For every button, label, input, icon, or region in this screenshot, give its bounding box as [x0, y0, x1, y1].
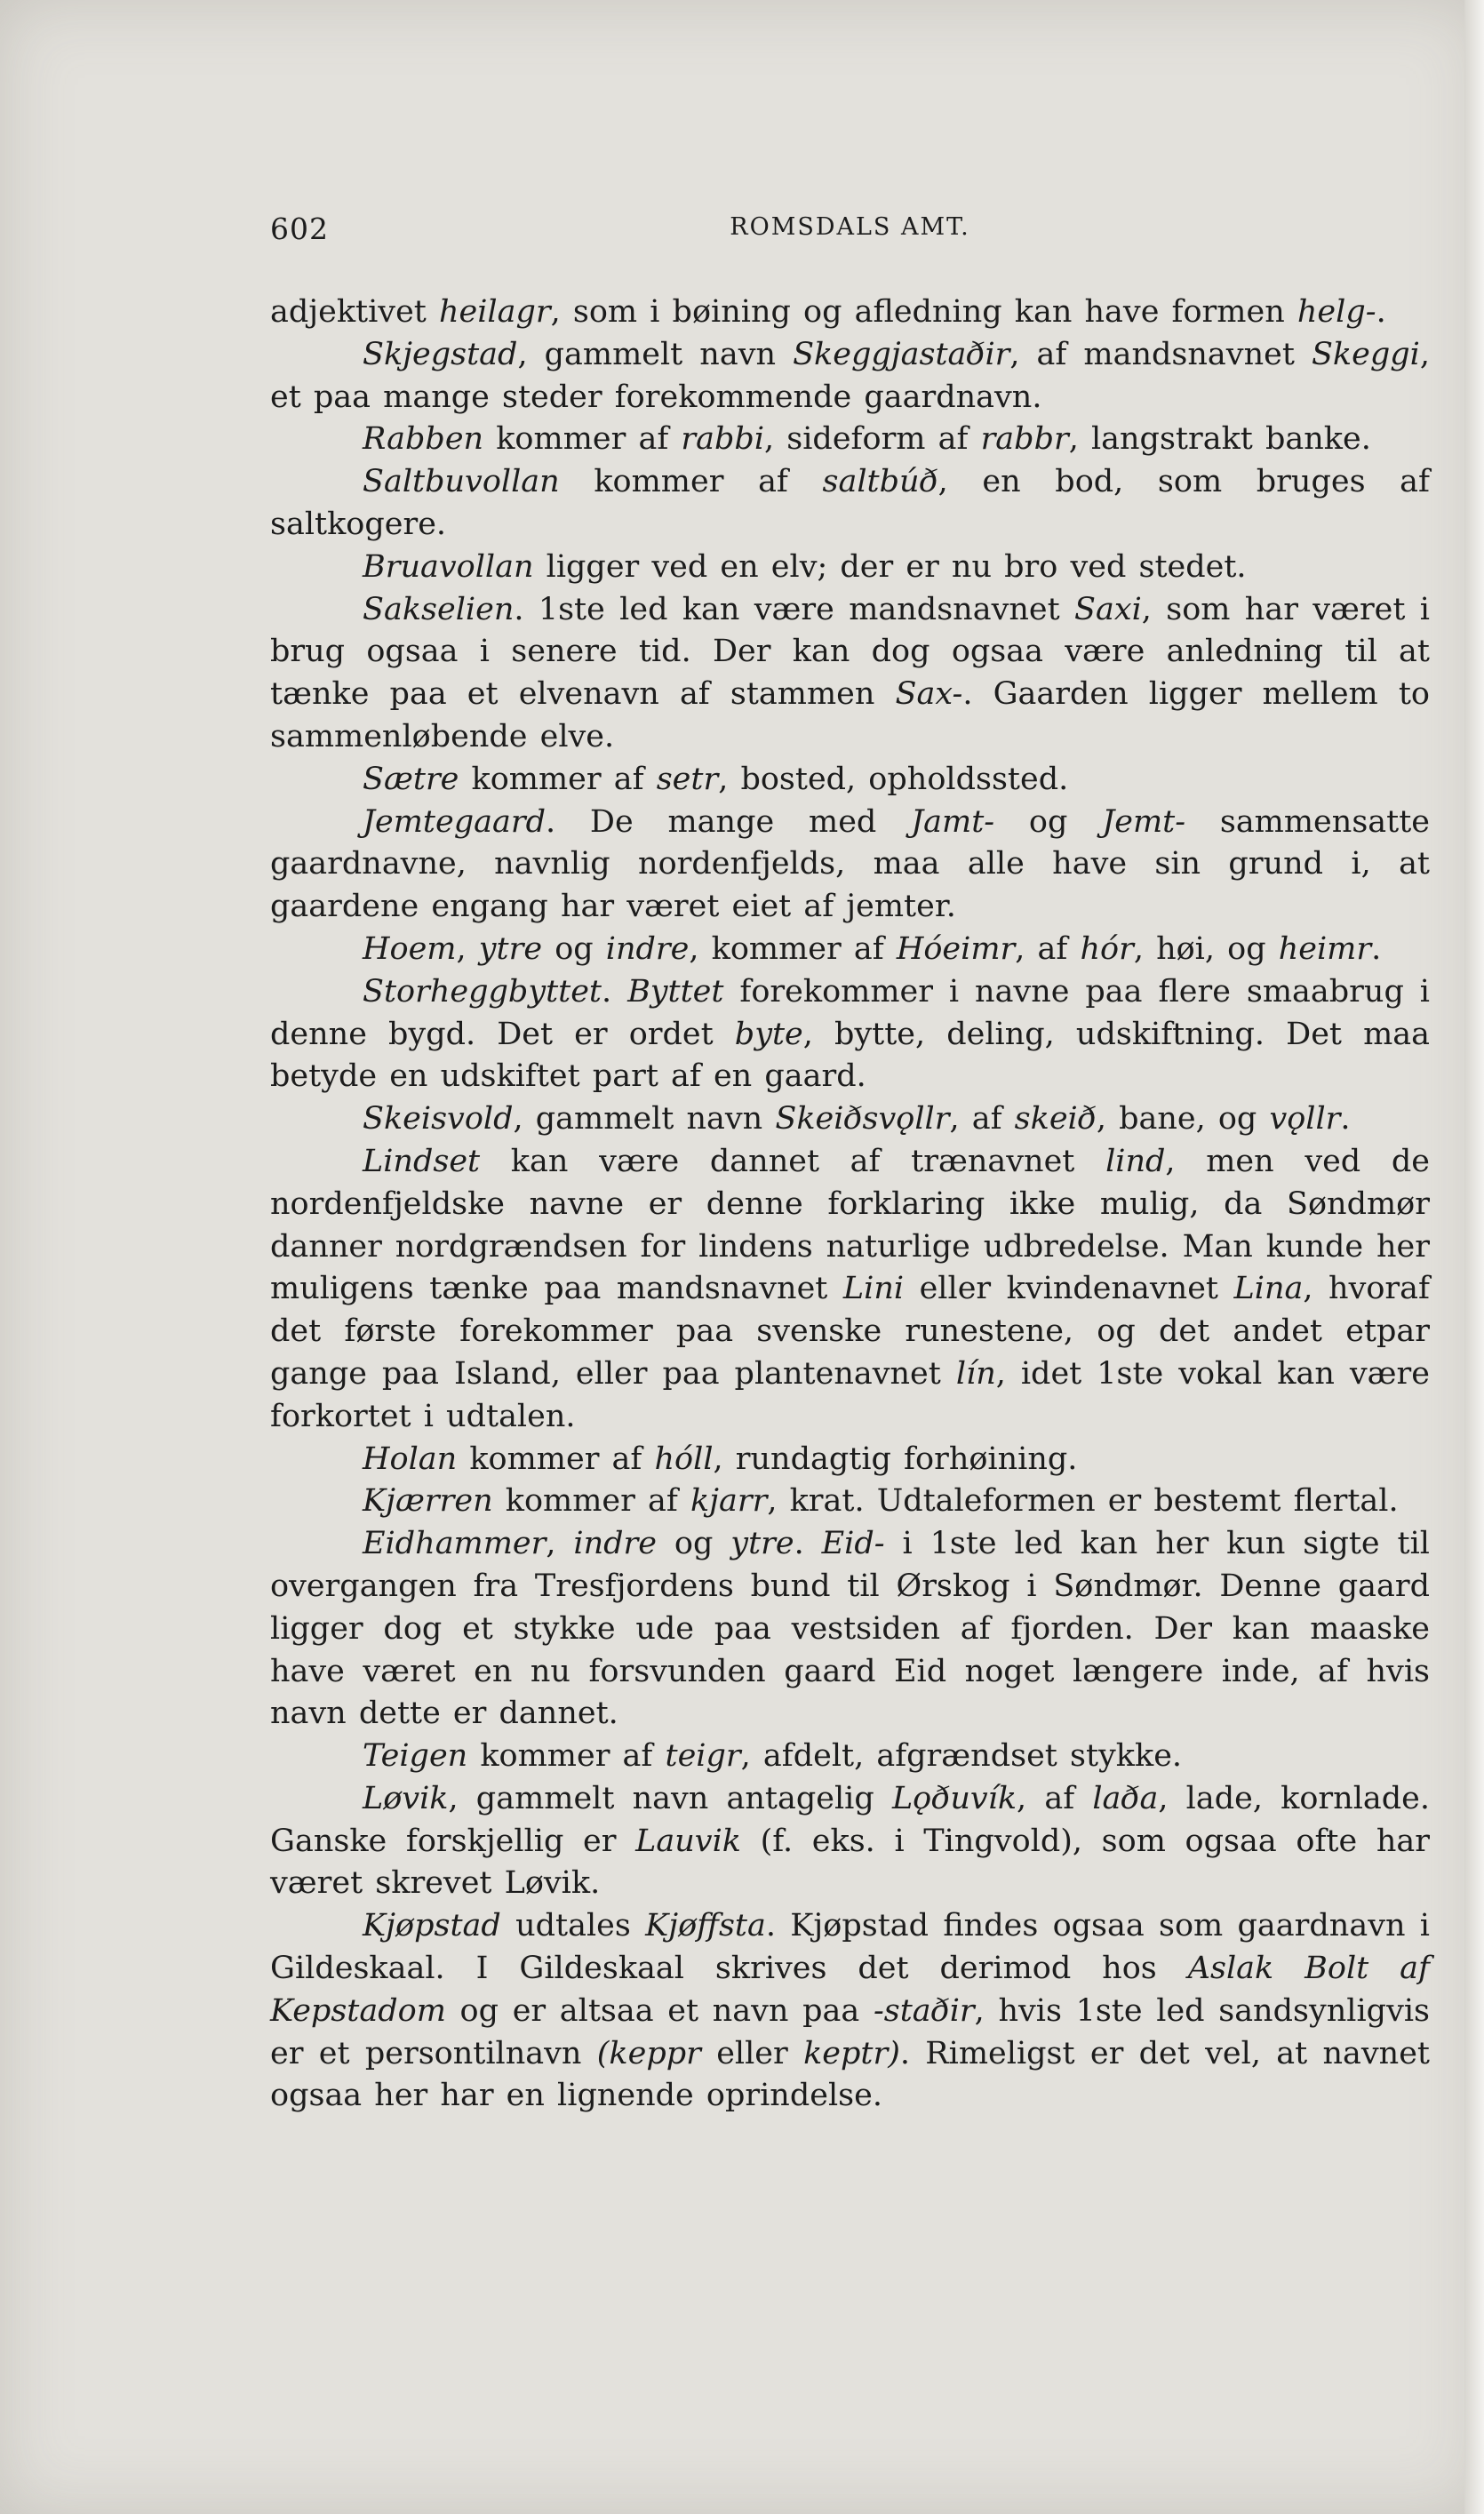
italic-term: byte	[734, 1016, 803, 1052]
italic-term: rabbr	[980, 421, 1069, 458]
text-run: , som i bøining og afledning kan have formen	[550, 294, 1297, 330]
text-run: . Rimeligst er det vel, at navnet ogsaa her har en lignende oprindelse.	[270, 2035, 1431, 2114]
text-run: , gammelt navn	[517, 336, 794, 372]
text-run: , idet 1ste vokal kan være forkortet i udtalen.	[270, 1355, 1431, 1434]
italic-term: lín	[955, 1355, 996, 1392]
italic-term: Sax-	[895, 676, 963, 713]
italic-term: hór	[1080, 930, 1134, 967]
paragraph	[270, 1523, 1430, 1736]
text-run: , men ved de nordenfjeldske navne er denne forklaring ikke mulig, da Søndmør danner nordgrændsen for lindens naturlige udbredelse. Man kunde her muligens tænke paa mandsnavnet	[270, 1143, 1431, 1307]
italic-term: laða	[1092, 1780, 1159, 1816]
paragraph	[270, 1480, 1430, 1523]
text-run: og er altsaa et navn paa	[445, 1992, 874, 2029]
text-run: , gammelt navn	[513, 1101, 776, 1137]
text-run: , rundagtig forhøining.	[713, 1441, 1078, 1477]
italic-term: heimr	[1278, 930, 1372, 967]
paragraph	[270, 291, 1430, 334]
italic-term: Lǫðuvík	[891, 1780, 1017, 1816]
text-run: kommer af	[467, 1738, 666, 1775]
italic-term: Kjøpstad	[363, 1908, 501, 1944]
italic-term: Hóeimr	[896, 930, 1016, 967]
italic-term: Lauvik	[635, 1823, 741, 1859]
text-run: sammensatte gaardnavne, navnlig nordenfjelds, maa alle have sin grund i, at gaardene engang har været eiet af jemter.	[270, 803, 1430, 925]
paragraph	[270, 1905, 1430, 2118]
italic-term: keptr)	[803, 2035, 900, 2071]
italic-term: -staðir	[873, 1992, 975, 2029]
paragraph	[270, 759, 1430, 802]
text-run: .	[1340, 1101, 1351, 1137]
italic-term: Lindset	[363, 1143, 481, 1179]
text-run: , krat. Udtaleformen er bestemt flertal.	[767, 1483, 1399, 1520]
text-run: , hvoraf det første forekommer paa svenske runestene, og det andet etpar gange paa Island, eller paa plantenavnet	[270, 1271, 1430, 1392]
italic-term: Eidhammer	[363, 1526, 547, 1562]
paragraph	[270, 419, 1430, 461]
italic-term: vǫllr	[1269, 1101, 1341, 1137]
text-run: udtales	[500, 1908, 646, 1944]
paragraph	[270, 1098, 1430, 1141]
paragraph	[270, 1141, 1430, 1439]
text-run: .	[1371, 930, 1382, 967]
italic-term: Storheggbyttet	[363, 973, 602, 1010]
text-run: .	[602, 973, 628, 1010]
italic-term: Kjærren	[363, 1483, 493, 1520]
italic-term: Saxi	[1074, 591, 1142, 627]
text-run: , som har været i brug ogsaa i senere tid. Der kan dog ogsaa være anledning til at tænke paa et elvenavn af stammen	[270, 591, 1430, 713]
text-run: , kommer af	[689, 930, 897, 967]
running-head: ROMSDALS AMT.	[730, 213, 970, 241]
text-run: , af	[949, 1101, 1015, 1137]
text-run: , af mandsnavnet	[1009, 336, 1312, 372]
text-run: , af	[1017, 1780, 1093, 1816]
text-run: og	[542, 930, 606, 967]
text-run: kan være dannet af trænavnet	[480, 1143, 1106, 1179]
text-run: forekommer i navne paa flere smaabrug i denne bygd. Det er ordet	[270, 973, 1430, 1052]
paragraph	[270, 334, 1430, 419]
italic-term: indre	[573, 1526, 658, 1562]
italic-term: Kjøffsta	[645, 1908, 766, 1944]
italic-term: rabbi	[681, 421, 765, 458]
text-run: kommer af	[492, 1483, 690, 1520]
italic-term: indre	[605, 930, 690, 967]
italic-term: Teigen	[363, 1738, 468, 1775]
italic-term: kjarr	[690, 1483, 768, 1520]
paragraph	[270, 929, 1430, 971]
text-run: kommer af	[483, 421, 682, 458]
text-run: , bosted, opholdssted.	[718, 761, 1069, 797]
italic-term: Jamt-	[911, 803, 995, 840]
italic-term: Sætre	[363, 761, 459, 797]
text-run: . De mange med	[545, 803, 912, 840]
text-run: , bane, og	[1096, 1101, 1270, 1137]
text-run: ligger ved en elv; der er nu bro ved stedet.	[533, 548, 1247, 585]
italic-term: Skjegstad	[363, 336, 518, 372]
italic-term: Skeisvold	[363, 1101, 514, 1137]
text-run: .	[1376, 294, 1386, 330]
italic-term: Jemtegaard	[363, 803, 546, 840]
italic-term: Sakselien	[363, 591, 515, 627]
italic-term: Bruavollan	[363, 548, 534, 585]
text-run: eller	[700, 2035, 804, 2071]
italic-term: Jemt-	[1102, 803, 1186, 840]
text-run: , gammelt navn antagelig	[448, 1780, 892, 1816]
text-run: . 1ste led kan være mandsnavnet	[514, 591, 1075, 627]
paragraph	[270, 589, 1430, 759]
text-run: . Kjøpstad findes ogsaa som gaardnavn i Gildeskaal. I Gildeskaal skrives det derimod hos	[270, 1908, 1430, 1987]
paragraph	[270, 461, 1430, 547]
text-run: kommer af	[457, 1441, 655, 1477]
text-run: , hvis 1ste led sandsynligvis er et persontilnavn	[270, 1992, 1431, 2071]
text-run: , sideform af	[764, 421, 981, 458]
page-number: 602	[270, 211, 329, 246]
paragraph	[270, 547, 1430, 589]
italic-term: Lini	[842, 1271, 905, 1307]
italic-term: Skeggi	[1311, 336, 1420, 372]
italic-term: Saltbuvollan	[363, 464, 560, 500]
italic-term: saltbúð	[822, 464, 938, 500]
paragraph	[270, 1778, 1430, 1905]
italic-term: Skeiðsvǫllr	[775, 1101, 950, 1137]
italic-term: ytre	[478, 930, 543, 967]
italic-term: Hoem	[363, 930, 457, 967]
text-run: ,	[456, 930, 479, 967]
italic-term: Byttet	[627, 973, 724, 1010]
text-run: .	[794, 1526, 822, 1562]
italic-term: (keppr	[596, 2035, 701, 2071]
italic-term: ytre	[730, 1526, 794, 1562]
italic-term: Skeggjastaðir	[793, 336, 1010, 372]
text-run: kommer af	[459, 761, 657, 797]
italic-term: skeið	[1014, 1101, 1097, 1137]
italic-term: Holan	[363, 1441, 458, 1477]
text-run: . Gaarden ligger mellem to sammenløbende elve.	[270, 676, 1430, 754]
italic-term: heilagr	[438, 294, 551, 330]
text-run: og	[994, 803, 1103, 840]
text-run: , lade, kornlade. Ganske forskjellig er	[270, 1780, 1430, 1859]
text-run: , afdelt, afgrændset stykke.	[740, 1738, 1183, 1775]
italic-term: teigr	[665, 1738, 741, 1775]
text-run: , høi, og	[1133, 930, 1279, 967]
italic-term: Lina	[1233, 1271, 1304, 1307]
italic-term: Aslak Bolt af Kepstadom	[270, 1951, 1430, 2029]
text-run: , bytte, deling, udskiftning. Det maa betyde en udskiftet part af en gaard.	[270, 1016, 1430, 1095]
text-run: , et paa mange steder forekommende gaardnavn.	[270, 336, 1430, 415]
italic-term: hóll	[654, 1441, 714, 1477]
italic-term: helg-	[1297, 294, 1376, 330]
text-run: ,	[546, 1526, 574, 1562]
text-run: , af	[1015, 930, 1081, 967]
page-header	[270, 211, 1430, 251]
italic-term: lind	[1105, 1143, 1166, 1179]
italic-term: Rabben	[363, 421, 484, 458]
paragraph	[270, 1736, 1430, 1778]
body-text	[270, 291, 1430, 2118]
italic-term: Eid-	[821, 1526, 885, 1562]
text-run: , langstrakt banke.	[1068, 421, 1371, 458]
text-run: i 1ste led kan her kun sigte til overgangen fra Tresfjordens bund til Ørskog i Søndmør. Denne gaard ligger dog et stykke ude paa vestsiden af fjorden. Der kan maaske have været en nu forsvunden gaard Eid noget længere inde, af hvis navn dette er dannet.	[270, 1526, 1430, 1732]
italic-term: setr	[656, 761, 719, 797]
paragraph	[270, 802, 1430, 929]
paragraph	[270, 971, 1430, 1098]
text-run: eller kvindenavnet	[904, 1271, 1234, 1307]
italic-term: Løvik	[363, 1780, 449, 1816]
page-edge	[1464, 0, 1484, 2514]
text-run: , en bod, som bruges af saltkogere.	[270, 464, 1430, 542]
paragraph	[270, 1439, 1430, 1481]
text-run: og	[657, 1526, 731, 1562]
text-run: (f. eks. i Tingvold), som ogsaa ofte har været skrevet Løvik.	[270, 1823, 1430, 1902]
text-run: adjektivet	[270, 294, 439, 330]
text-run: kommer af	[559, 464, 823, 500]
